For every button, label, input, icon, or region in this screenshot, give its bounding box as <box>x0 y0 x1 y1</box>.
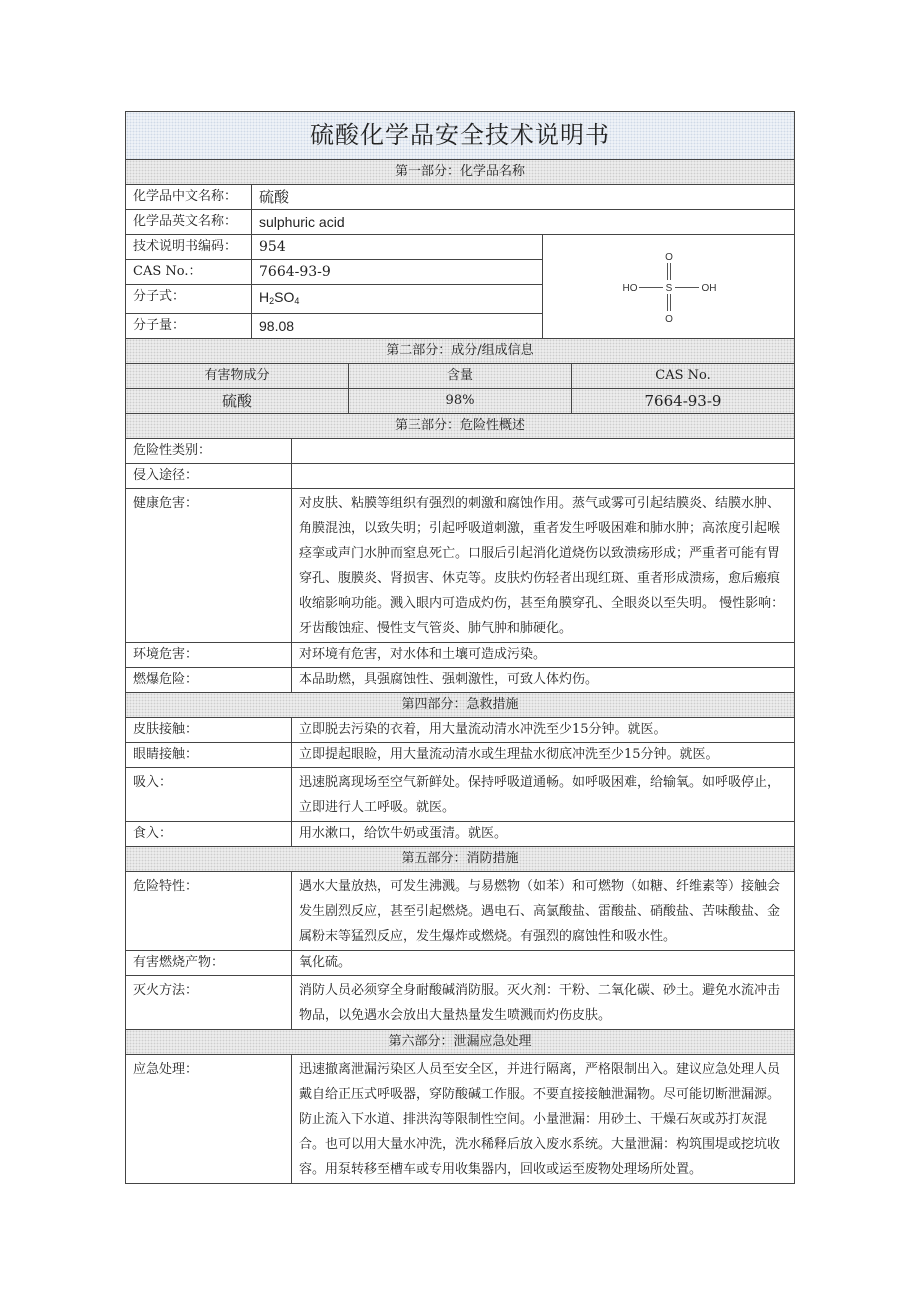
field-value: 本品助燃，具强腐蚀性、强刺激性，可致人体灼伤。 <box>292 668 795 693</box>
section-header-chemical-name: 第一部分：化学品名称 <box>126 160 795 185</box>
field-label: 燃爆危险： <box>126 668 292 693</box>
atom-o-top: O <box>664 251 673 263</box>
field-label: 应急处理： <box>126 1055 292 1184</box>
formula-subscript: 2 <box>269 296 275 306</box>
composition-header-row <box>126 364 795 389</box>
structure-cell <box>543 235 795 339</box>
info-row-cn-name <box>126 185 795 210</box>
component-name: 硫酸 <box>126 389 349 414</box>
field-label: 环境危害： <box>126 643 292 668</box>
section-header-composition: 第二部分：成分/组成信息 <box>126 339 795 364</box>
first-aid-row <box>126 822 795 847</box>
field-label: 皮肤接触： <box>126 718 292 743</box>
hazard-row <box>126 668 795 693</box>
fire-row <box>126 872 795 951</box>
section-header-fire-fighting: 第五部分：消防措施 <box>126 847 795 872</box>
field-label: 危险性类别： <box>126 439 292 464</box>
hazard-row <box>126 643 795 668</box>
atom-s: S <box>665 282 672 294</box>
field-value: 用水漱口，给饮牛奶或蛋清。就医。 <box>292 822 795 847</box>
atom-o-bottom: O <box>664 313 673 325</box>
field-value: 消防人员必须穿全身耐酸碱消防服。灭火剂：干粉、二氧化碳、砂土。避免水流冲击物品，以免遇水会放出大量热量发生喷溅而灼伤皮肤。 <box>292 976 795 1030</box>
formula-part: SO <box>274 289 295 305</box>
field-value: 氧化硫。 <box>292 951 795 976</box>
field-value <box>292 439 795 464</box>
field-label: 有害燃烧产物： <box>126 951 292 976</box>
hazard-row <box>126 439 795 464</box>
field-label: CAS No.： <box>126 260 252 285</box>
component-content: 98% <box>349 389 572 414</box>
section-header-first-aid: 第四部分：急救措施 <box>126 693 795 718</box>
field-label: 健康危害： <box>126 489 292 643</box>
msds-sheet <box>125 111 794 1184</box>
field-value: 对皮肤、粘膜等组织有强烈的刺激和腐蚀作用。蒸气或雾可引起结膜炎、结膜水肿、角膜混浊，以致失明；引起呼吸道刺激，重者发生呼吸困难和肺水肿；高浓度引起喉痉挛或声门水肿而窒息死亡。口服后引起消化道烧伤以致溃疡形成；严重者可能有胃穿孔、腹膜炎、肾损害、休克等。皮肤灼伤轻者出现红斑、重者形成溃疡，愈后瘢痕收缩影响功能。溅入眼内可造成灼伤，甚至角膜穿孔、全眼炎以至失明。 慢性影响：牙齿酸蚀症、慢性支气管炎、肺气肿和肺硬化。 <box>292 489 795 643</box>
field-label: 危险特性： <box>126 872 292 951</box>
field-label: 化学品英文名称： <box>126 210 252 235</box>
hazard-row <box>126 489 795 643</box>
msds-table <box>125 111 795 1184</box>
fire-row <box>126 976 795 1030</box>
field-value: 立即提起眼睑，用大量流动清水或生理盐水彻底冲洗至少15分钟。就医。 <box>292 743 795 768</box>
atom-oh-right: OH <box>701 282 716 294</box>
field-label: 眼睛接触： <box>126 743 292 768</box>
info-row-code <box>126 235 795 260</box>
field-label: 侵入途径： <box>126 464 292 489</box>
section-header-hazards: 第三部分：危险性概述 <box>126 414 795 439</box>
field-label: 技术说明书编码： <box>126 235 252 260</box>
column-header: 含量 <box>349 364 572 389</box>
field-value: 954 <box>252 235 543 260</box>
field-value: 对环境有危害，对水体和土壤可造成污染。 <box>292 643 795 668</box>
field-value: 7664-93-9 <box>252 260 543 285</box>
formula-subscript: 4 <box>294 296 300 306</box>
spill-row <box>126 1055 795 1184</box>
field-label: 灭火方法： <box>126 976 292 1030</box>
first-aid-row <box>126 718 795 743</box>
hazard-row <box>126 464 795 489</box>
first-aid-row <box>126 743 795 768</box>
field-value: 立即脱去污染的衣着，用大量流动清水冲洗至少15分钟。就医。 <box>292 718 795 743</box>
info-row-en-name <box>126 210 795 235</box>
composition-row <box>126 389 795 414</box>
formula-value <box>252 285 543 314</box>
field-value: 遇水大量放热，可发生沸溅。与易燃物（如苯）和可燃物（如糖、纤维素等）接触会发生剧烈反应，甚至引起燃烧。遇电石、高氯酸盐、雷酸盐、硝酸盐、苦味酸盐、金属粉末等猛烈反应，发生爆炸或燃烧。有强烈的腐蚀性和吸水性。 <box>292 872 795 951</box>
field-value: sulphuric acid <box>252 210 795 235</box>
field-value: 迅速脱离现场至空气新鲜处。保持呼吸道通畅。如呼吸困难，给输氧。如呼吸停止，立即进行人工呼吸。就医。 <box>292 768 795 822</box>
field-label: 分子式： <box>126 285 252 314</box>
column-header: CAS No. <box>572 364 795 389</box>
field-label: 分子量： <box>126 314 252 339</box>
field-value: 98.08 <box>252 314 543 339</box>
field-label: 食入： <box>126 822 292 847</box>
formula-part: H <box>259 289 270 305</box>
section-header-spill-response: 第六部分：泄漏应急处理 <box>126 1030 795 1055</box>
field-value <box>292 464 795 489</box>
document-title: 硫酸化学品安全技术说明书 <box>126 112 795 160</box>
field-label: 化学品中文名称： <box>126 185 252 210</box>
fire-row <box>126 951 795 976</box>
first-aid-row <box>126 768 795 822</box>
column-header: 有害物成分 <box>126 364 349 389</box>
component-cas: 7664-93-9 <box>572 389 795 414</box>
field-value: 硫酸 <box>252 185 795 210</box>
field-value: 迅速撤离泄漏污染区人员至安全区，并进行隔离，严格限制出入。建议应急处理人员戴自给正压式呼吸器，穿防酸碱工作服。不要直接接触泄漏物。尽可能切断泄漏源。防止流入下水道、排洪沟等限制性空间。小量泄漏：用砂土、干燥石灰或苏打灰混合。也可以用大量水冲洗，洗水稀释后放入废水系统。大量泄漏：构筑围堤或挖坑收容。用泵转移至槽车或专用收集器内，回收或运至废物处理场所处置。 <box>292 1055 795 1184</box>
sulfuric-acid-structure-icon <box>609 247 729 327</box>
atom-ho-left: HO <box>622 282 637 294</box>
field-label: 吸入： <box>126 768 292 822</box>
